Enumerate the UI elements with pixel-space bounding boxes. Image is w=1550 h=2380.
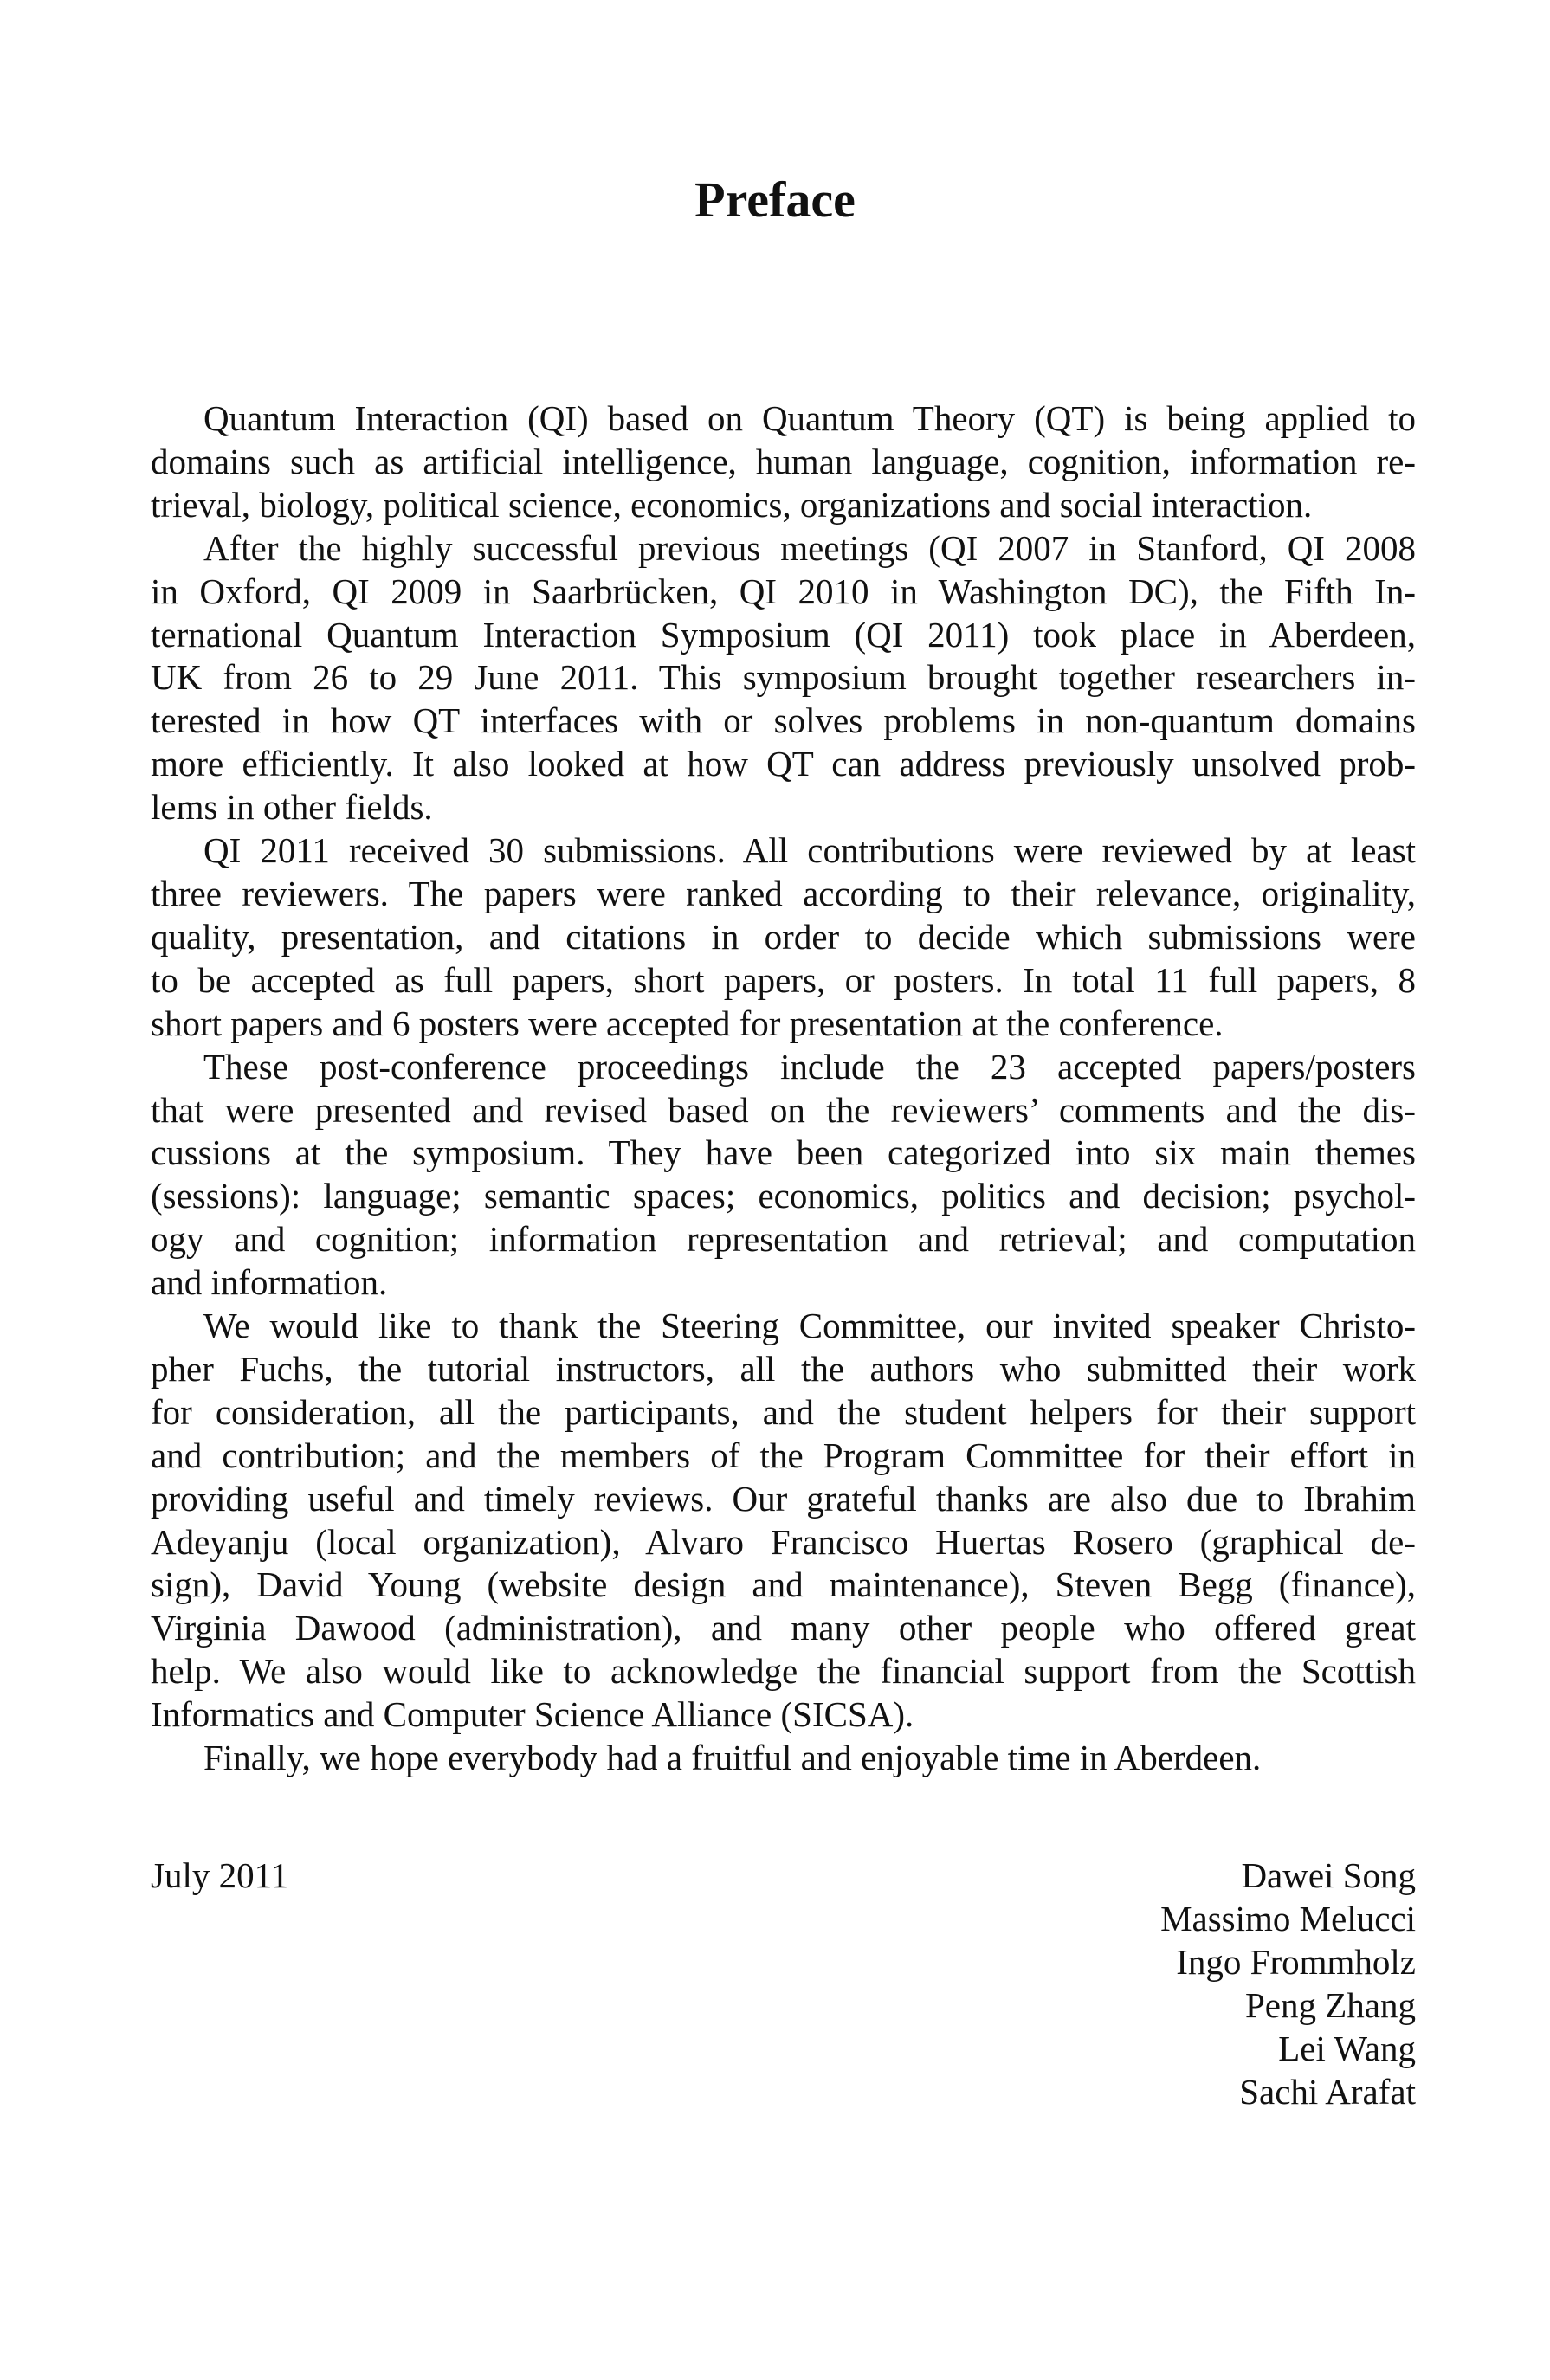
author-name: Lei Wang — [1278, 2028, 1416, 2068]
text-line: Finally, we hope everybody had a fruitful and enjoyable time in Aberdeen. — [203, 1738, 1262, 1778]
text-line: and contribution; and the members of the Program Committee for their effort in — [151, 1435, 1416, 1475]
author-name: Ingo Frommholz — [1176, 1941, 1416, 1982]
paragraph — [151, 1737, 1416, 1780]
text-line: (sessions): language; semantic spaces; economics, politics and decision; psychol- — [151, 1176, 1416, 1216]
paragraph — [151, 1046, 1416, 1305]
text-line: for consideration, all the participants, and the student helpers for their support — [151, 1391, 1416, 1432]
text-line: that were presented and revised based on the reviewers’ comments and the dis- — [151, 1089, 1416, 1130]
text-line: Informatics and Computer Science Alliance (SICSA). — [151, 1694, 914, 1735]
text-line: more efficiently. It also looked at how QT can address previously unsolved prob- — [151, 744, 1416, 784]
text-line: ogy and cognition; information representation and retrieval; and computation — [151, 1219, 1416, 1260]
preface-body — [151, 397, 1416, 1780]
text-line: and information. — [151, 1262, 388, 1303]
preface-date: July 2011 — [151, 1855, 289, 1895]
paragraph — [151, 527, 1416, 829]
text-line: pher Fuchs, the tutorial instructors, all the authors who submitted their work — [151, 1348, 1416, 1389]
text-line: three reviewers. The papers were ranked according to their relevance, originality, — [151, 873, 1416, 913]
text-line: After the highly successful previous meetings (QI 2007 in Stanford, QI 2008 — [203, 527, 1416, 568]
text-line: quality, presentation, and citations in order to decide which submissions were — [151, 916, 1416, 957]
text-line: cussions at the symposium. They have been categorized into six main themes — [151, 1132, 1416, 1173]
text-line: sign), David Young (website design and maintenance), Steven Begg (finance), — [151, 1564, 1416, 1605]
author-name: Peng Zhang — [1245, 1984, 1416, 2025]
author-name: Dawei Song — [1241, 1855, 1416, 1895]
text-line: help. We also would like to acknowledge the financial support from the Scottish — [151, 1651, 1416, 1692]
text-line: QI 2011 received 30 submissions. All contributions were reviewed by at least — [203, 830, 1416, 871]
paragraph — [151, 397, 1416, 527]
text-line: terested in how QT interfaces with or solves problems in non-quantum domains — [151, 700, 1416, 741]
text-line: UK from 26 to 29 June 2011. This symposium brought together researchers in- — [151, 657, 1416, 698]
paragraph — [151, 829, 1416, 1046]
text-line: Virginia Dawood (administration), and many other people who offered great — [151, 1608, 1416, 1648]
text-line: lems in other fields. — [151, 787, 433, 828]
text-line: to be accepted as full papers, short papers, or posters. In total 11 full papers, 8 — [151, 959, 1416, 1000]
paragraph — [151, 1305, 1416, 1737]
author-list — [1160, 1854, 1416, 2113]
author-name: Sachi Arafat — [1239, 2071, 1416, 2112]
text-line: providing useful and timely reviews. Our grateful thanks are also due to Ibrahim — [151, 1478, 1416, 1519]
text-line: domains such as artificial intelligence, human language, cognition, information re- — [151, 441, 1416, 481]
text-line: short papers and 6 posters were accepted for presentation at the conference. — [151, 1003, 1224, 1043]
text-line: These post-conference proceedings include the 23 accepted papers/posters — [203, 1046, 1416, 1087]
text-line: Quantum Interaction (QI) based on Quantum Theory (QT) is being applied to — [203, 398, 1416, 438]
text-line: in Oxford, QI 2009 in Saarbrücken, QI 2010 in Washington DC), the Fifth In- — [151, 571, 1416, 611]
text-line: trieval, biology, political science, economics, organizations and social interaction. — [151, 484, 1313, 525]
text-line: ternational Quantum Interaction Symposium (QI 2011) took place in Aberdeen, — [151, 614, 1416, 655]
text-line: We would like to thank the Steering Committee, our invited speaker Christo- — [203, 1306, 1416, 1346]
page-title: Preface — [694, 171, 856, 228]
author-name: Massimo Melucci — [1160, 1898, 1416, 1938]
text-line: Adeyanju (local organization), Alvaro Francisco Huertas Rosero (graphical de- — [151, 1521, 1416, 1562]
